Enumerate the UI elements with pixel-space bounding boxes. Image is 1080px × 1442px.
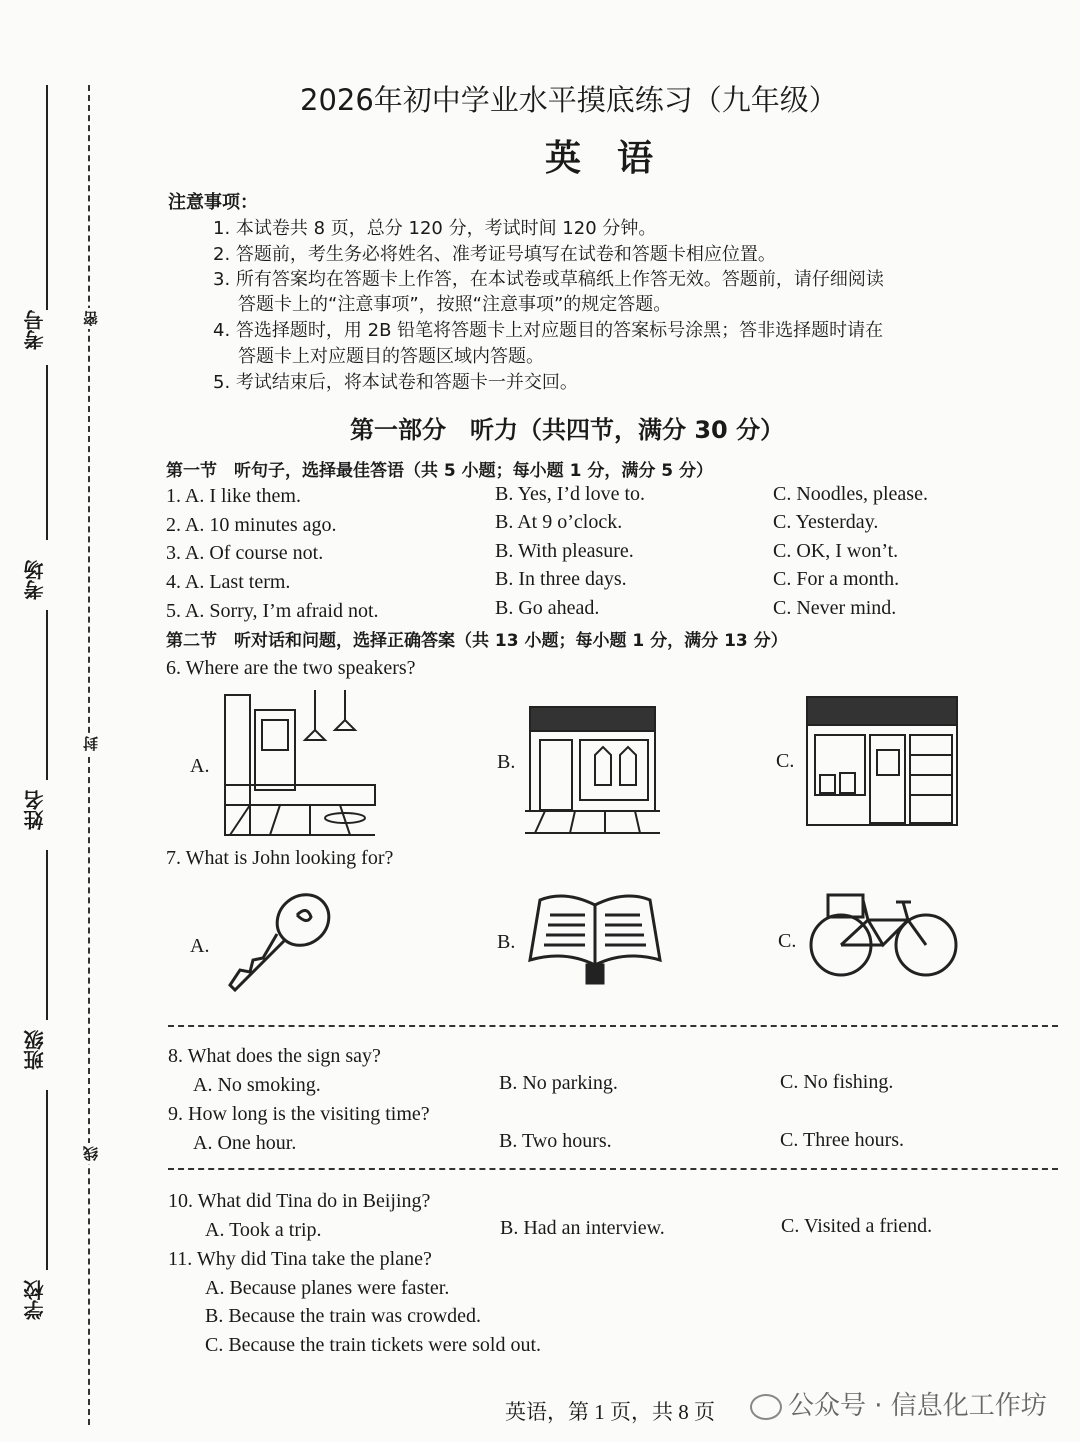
question-11: 11. Why did Tina take the plane? xyxy=(168,1248,432,1270)
subject-title: 英 语 xyxy=(545,138,654,179)
option: B. With pleasure. xyxy=(495,540,634,562)
question-8: 8. What does the sign say? xyxy=(168,1045,381,1067)
page-footer: 英语，第 1 页，共 8 页 xyxy=(505,1400,715,1424)
option: B. Because the train was crowded. xyxy=(205,1305,482,1327)
option: A. Took a trip. xyxy=(205,1219,322,1241)
notice-item: 2. 答题前，考生务必将姓名、准考证号填写在试卷和答题卡相应位置。 xyxy=(213,244,776,265)
option-label: B. xyxy=(497,931,516,953)
option: A. One hour. xyxy=(193,1132,297,1154)
option-label: B. xyxy=(497,751,516,773)
watermark xyxy=(750,1385,1047,1422)
option: 1. A. I like them. xyxy=(166,485,301,507)
exam-title: 2026年初中学业水平摸底练习（九年级） xyxy=(300,83,838,117)
field-line xyxy=(46,1090,48,1270)
notice-item: 答题卡上对应题目的答题区域内答题。 xyxy=(238,346,544,367)
option-label: A. xyxy=(190,935,210,957)
option: B. Had an interview. xyxy=(500,1217,665,1239)
seal-line xyxy=(88,85,90,1425)
option: C. Yesterday. xyxy=(773,511,879,533)
question-6: 6. Where are the two speakers? xyxy=(166,657,416,679)
option: C. Visited a friend. xyxy=(781,1215,933,1237)
divider xyxy=(168,1168,1058,1170)
field-line xyxy=(46,850,48,1020)
divider xyxy=(168,1025,1058,1027)
field-exam-number: 考号 xyxy=(23,310,47,350)
option: B. Go ahead. xyxy=(495,597,600,619)
field-exam-room: 考场 xyxy=(23,560,47,600)
book-image xyxy=(525,890,665,985)
question-10: 10. What did Tina do in Beijing? xyxy=(168,1190,431,1212)
option: 3. A. Of course not. xyxy=(166,542,324,564)
option: C. For a month. xyxy=(773,568,900,590)
option: B. In three days. xyxy=(495,568,627,590)
field-name: 姓名 xyxy=(23,790,47,830)
notice-item: 1. 本试卷共 8 页，总分 120 分，考试时间 120 分钟。 xyxy=(213,218,657,239)
option: A. Because planes were faster. xyxy=(205,1277,450,1299)
field-school: 学校 xyxy=(23,1280,47,1320)
field-class: 班级 xyxy=(23,1030,47,1070)
notice-item: 答题卡上的“注意事项”，按照“注意事项”的规定答题。 xyxy=(238,294,672,315)
section2-title: 第二节 听对话和问题，选择正确答案（共 13 小题；每小题 1 分，满分 13 分） xyxy=(166,631,788,651)
seal-char: 封 xyxy=(80,733,101,754)
bookstore-image xyxy=(805,695,960,830)
seal-char: 密 xyxy=(80,308,101,329)
option: C. Never mind. xyxy=(773,597,897,619)
notice-item: 5. 考试结束后，将本试卷和答题卡一并交回。 xyxy=(213,372,578,393)
bicycle-image xyxy=(808,880,960,980)
option: 2. A. 10 minutes ago. xyxy=(166,514,337,536)
wechat-icon xyxy=(750,1394,782,1420)
option-label: A. xyxy=(190,755,210,777)
option: A. No smoking. xyxy=(193,1074,321,1096)
key-image xyxy=(225,890,335,1000)
option: C. OK, I won’t. xyxy=(773,540,899,562)
field-line xyxy=(46,610,48,780)
option: C. Three hours. xyxy=(780,1129,905,1151)
option-label: C. xyxy=(776,750,795,772)
option: 5. A. Sorry, I’m afraid not. xyxy=(166,600,379,622)
notice-item: 3. 所有答案均在答题卡上作答，在本试卷或草稿纸上作答无效。答题前，请仔细阅读 xyxy=(213,269,884,290)
notice-heading: 注意事项： xyxy=(168,192,258,213)
question-9: 9. How long is the visiting time? xyxy=(168,1103,430,1125)
option: 4. A. Last term. xyxy=(166,571,291,593)
field-line xyxy=(46,85,48,310)
clothing-store-image xyxy=(525,705,660,835)
option-label: C. xyxy=(778,930,797,952)
restaurant-image xyxy=(220,690,380,840)
question-7: 7. What is John looking for? xyxy=(166,847,394,869)
field-line xyxy=(46,365,48,540)
notice-item: 4. 答选择题时，用 2B 铅笔将答题卡上对应题目的答案标号涂黑；答非选择题时请在 xyxy=(213,320,884,341)
seal-char: 线 xyxy=(80,1143,101,1164)
section1-title: 第一节 听句子，选择最佳答语（共 5 小题；每小题 1 分，满分 5 分） xyxy=(166,461,713,481)
option: B. Two hours. xyxy=(499,1130,612,1152)
part1-title: 第一部分 听力（共四节，满分 30 分） xyxy=(350,416,785,444)
option: C. Noodles, please. xyxy=(773,483,928,505)
option: C. Because the train tickets were sold out. xyxy=(205,1334,542,1356)
watermark-text: 公众号 · 信息化工作坊 xyxy=(788,1391,1047,1421)
option: B. At 9 o’clock. xyxy=(495,511,623,533)
option: C. No fishing. xyxy=(780,1071,894,1093)
option: B. Yes, I’d love to. xyxy=(495,483,646,505)
option: B. No parking. xyxy=(499,1072,618,1094)
